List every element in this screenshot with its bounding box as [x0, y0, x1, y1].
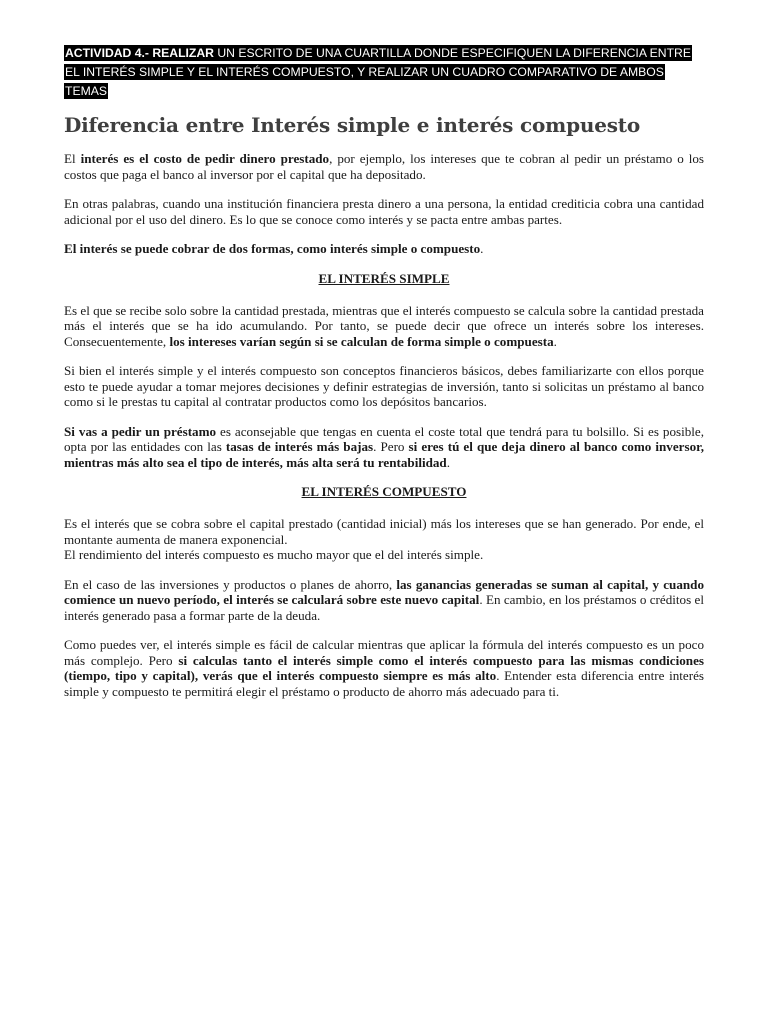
paragraph-loan-advice — [64, 424, 704, 471]
bold-text: interés es el costo de pedir dinero prestado — [80, 151, 330, 166]
paragraph-definition — [64, 151, 704, 182]
banner-bold: ACTIVIDAD 4.- REALIZAR — [65, 46, 214, 60]
text: Es el que se recibe solo sobre la cantidad prestada, mientras que el interés compuesto se calcula sobre la cantidad prestada más el interés que se ha ido acumulando. Por tanto, se puede decir que ofrece un interés sobre los intereses. Consecuentemente, — [64, 302, 704, 349]
text: . — [446, 454, 450, 470]
text: . Entender esta diferencia entre interés simple y compuesto te permitirá elegir el préstamo o producto de ahorro más adecuado para ti. — [64, 668, 704, 699]
bold-text: los intereses varían según si se calculan de forma simple o compuesta — [169, 333, 554, 349]
text: El rendimiento del interés compuesto es mucho mayor que el del interés simple. — [64, 547, 484, 562]
text: Es el interés que se cobra sobre el capital prestado (cantidad inicial) más los intereses que se han generado. Por ende, el montante aumenta de manera exponencial. — [64, 516, 704, 547]
bold-text: las ganancias generadas se suman al capital, y cuando comience un nuevo período, el interés se calculará sobre este nuevo capital — [64, 576, 704, 607]
section-heading-compuesto: EL INTERÉS COMPUESTO — [301, 484, 467, 499]
bold-text: El interés se puede cobrar de dos formas, como interés simple o compuesto — [64, 241, 481, 256]
text: . — [553, 333, 557, 349]
bold-text: si eres tú el que deja dinero al banco como inversor, mientras más alto sea el tipo de interés, más alta será tu rentabilidad — [64, 439, 704, 470]
text: . En cambio, en los préstamos o créditos el interés generado pasa a formar parte de la deuda. — [64, 592, 705, 623]
text: Como puedes ver, el interés simple es fácil de calcular mientras que aplicar la fórmula del interés compuesto es un poco más complejo. Pero — [64, 637, 704, 668]
text: . Pero — [373, 439, 409, 454]
text: , por ejemplo, los intereses que te cobran al pedir un préstamo o los costos que paga el banco al inversor por el capital que ha depositado. — [64, 151, 704, 182]
paragraph-two-forms — [64, 241, 704, 257]
text: es aconsejable que tengas en cuenta el coste total que tendrá para tu bolsillo. Si es posible, opta por las entidades con las — [64, 423, 704, 454]
paragraph-simple-definition — [64, 303, 704, 350]
text: En el caso de las inversiones y productos o planes de ahorro, — [64, 576, 397, 592]
paragraph-basic-concepts: Si bien el interés simple y el interés compuesto son conceptos financieros básicos, debes familiarizarte con ellos porque esto te puede ayudar a tomar mejores decisiones y definir estrategias de inversión, tanto si solicitas un préstamo al banco como si le prestas tu capital al contratar productos como los depósitos bancarios. — [64, 363, 704, 409]
text: El — [64, 151, 81, 166]
bold-text: tasas de interés más bajas — [225, 439, 374, 454]
bold-text: si calculas tanto el interés simple como el interés compuesto para las mismas condiciones (tiempo, tipo y capital), verás que el interés compuesto siempre es más alto — [64, 652, 704, 683]
paragraph-other-words: En otras palabras, cuando una institución financiera presta dinero a una persona, la entidad crediticia cobra una cantidad adicional por el uso del dinero. Es lo que se conoce como interés y se pacta entre ambas partes. — [64, 196, 704, 227]
bold-text: Si vas a pedir un préstamo — [64, 423, 217, 439]
paragraph-conclusion — [64, 637, 704, 699]
text: . — [480, 241, 484, 256]
section-heading-simple: EL INTERÉS SIMPLE — [318, 270, 450, 286]
page-title: Diferencia entre Interés simple e interés compuesto — [64, 113, 640, 137]
paragraph-compound-definition — [64, 516, 704, 563]
banner-highlight — [64, 45, 692, 99]
paragraph-investments — [64, 577, 704, 624]
banner-text: UN ESCRITO DE UNA CUARTILLA DONDE ESPECIFIQUEN LA DIFERENCIA ENTRE EL INTERÉS SIMPLE Y EL INTERÉS COMPUESTO, Y REALIZAR UN CUADRO COMPARATIVO DE AMBOS TEMAS — [65, 46, 691, 98]
activity-banner — [64, 44, 704, 101]
